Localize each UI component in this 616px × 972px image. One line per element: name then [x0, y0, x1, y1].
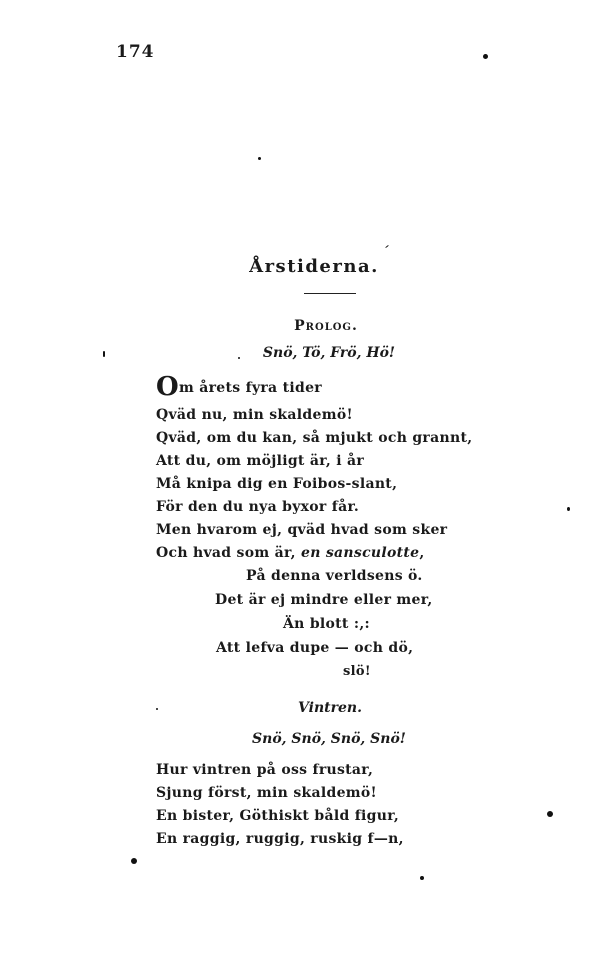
- verse-text: Och hvad som är,: [156, 545, 302, 561]
- drop-cap: O: [156, 372, 179, 402]
- verse-line: Sjung först, min skaldemö!: [156, 785, 377, 801]
- verse-line: Qväd, om du kan, så mjukt och grannt,: [156, 430, 473, 446]
- verse-text: ,: [419, 545, 425, 561]
- verse-italic-text: en sansculotte: [301, 545, 420, 561]
- verse-line: slö!: [343, 664, 371, 679]
- ink-speck: [258, 157, 261, 160]
- verse-line: För den du nya byxor får.: [156, 499, 360, 515]
- ink-speck: [385, 245, 389, 248]
- title-rule: [304, 293, 356, 294]
- prolog-heading: Prolog.: [294, 318, 358, 334]
- ink-speck: [483, 54, 488, 59]
- verse-line: Det är ej mindre eller mer,: [215, 592, 433, 608]
- vintren-heading: Vintren.: [298, 700, 362, 716]
- verse-line: Än blott :,:: [283, 616, 370, 632]
- vintren-refrain: Snö, Snö, Snö, Snö!: [252, 731, 406, 747]
- verse-line: Må knipa dig en Foibos-slant,: [156, 476, 398, 492]
- verse-line: En raggig, ruggig, ruskig f—n,: [156, 831, 404, 847]
- ink-speck: [238, 357, 240, 359]
- verse-line: På denna verldsens ö.: [246, 568, 423, 584]
- ink-speck: [567, 507, 570, 511]
- verse-line: En bister, Göthiskt båld figur,: [156, 808, 400, 824]
- verse-line-1-text: m årets fyra tider: [178, 380, 322, 396]
- verse-line-1: [156, 374, 322, 400]
- ink-speck: [156, 708, 158, 710]
- verse-line: Qväd nu, min skaldemö!: [156, 407, 353, 423]
- poem-title: Årstiderna.: [249, 256, 379, 277]
- verse-line: Hur vintren på oss frustar,: [156, 762, 374, 778]
- verse-line: Att du, om möjligt är, i år: [156, 453, 365, 469]
- verse-line: Att lefva dupe — och dö,: [216, 640, 414, 656]
- page-number: 174: [116, 42, 155, 62]
- verse-line-sansculotte: [156, 545, 425, 561]
- verse-line: Men hvarom ej, qväd hvad som sker: [156, 522, 448, 538]
- ink-speck: [131, 858, 137, 864]
- ink-speck: [547, 811, 553, 817]
- ink-speck: [103, 351, 105, 357]
- prolog-refrain: Snö, Tö, Frö, Hö!: [262, 345, 396, 361]
- ink-speck: [420, 876, 424, 880]
